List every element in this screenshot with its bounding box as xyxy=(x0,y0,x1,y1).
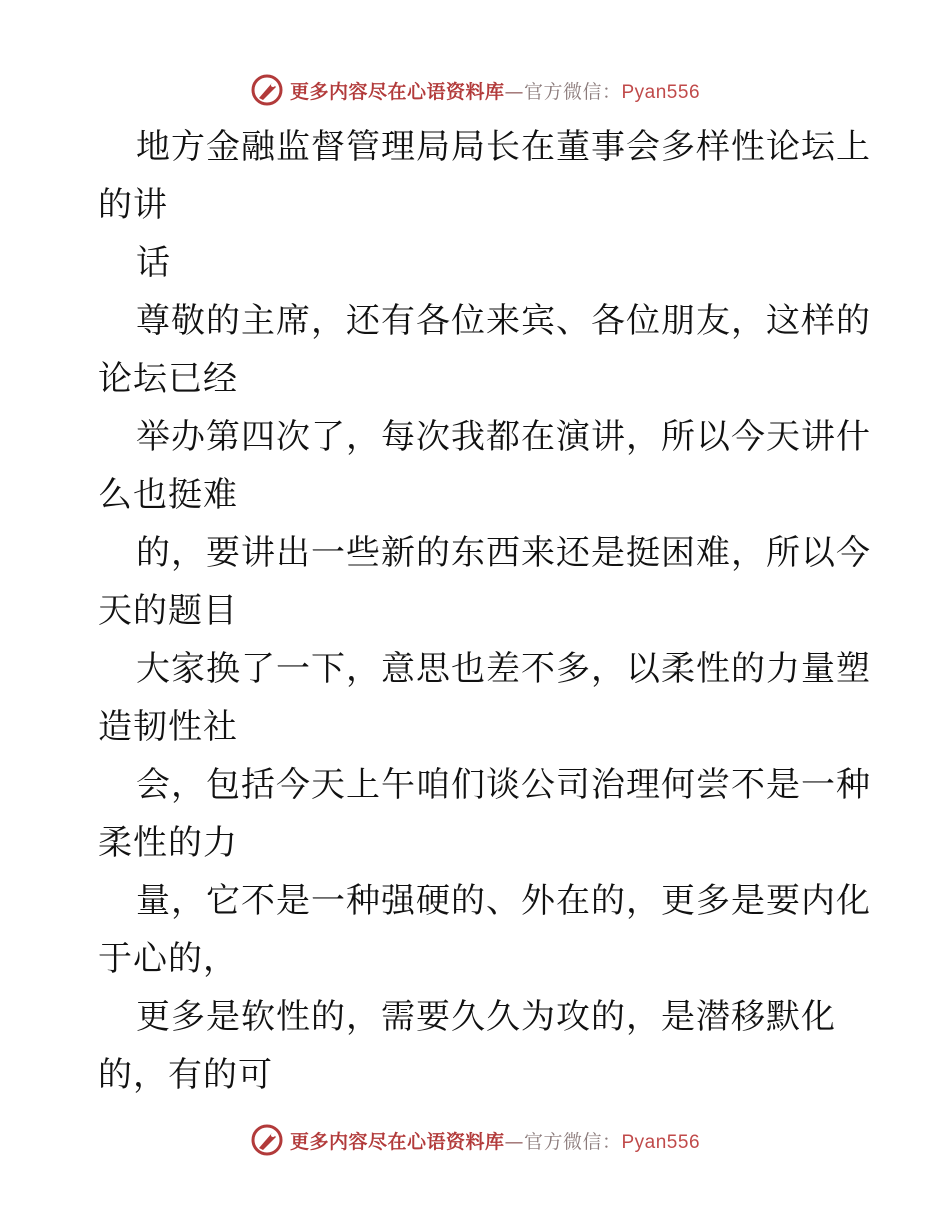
text-line: 大家换了一下，意思也差不多，以柔性的力量塑 xyxy=(136,649,871,689)
header-watermark xyxy=(0,70,950,110)
text-line: 量，它不是一种强硬的、外在的，更多是要内化 xyxy=(136,881,871,921)
watermark-dash: — xyxy=(504,80,524,103)
watermark-wechat-id: Pyan556 xyxy=(621,1131,701,1153)
watermark-main: 更多内容尽在心语资料库 xyxy=(289,1130,505,1153)
text-line: 论坛已经 xyxy=(98,359,238,399)
text-line: 更多是软性的，需要久久为攻的，是潜移默化 xyxy=(136,997,836,1037)
text-line: 造韧性社 xyxy=(98,707,238,747)
text-line: 话 xyxy=(136,243,171,283)
text-line: 会，包括今天上午咱们谈公司治理何尝不是一种 xyxy=(136,765,871,805)
watermark-wechat-label: 官方微信： xyxy=(523,1130,622,1153)
watermark-wechat-label: 官方微信： xyxy=(523,80,622,103)
watermark-text xyxy=(290,77,700,104)
text-line: 么也挺难 xyxy=(98,475,238,515)
red-pen-nib-logo-icon xyxy=(250,73,284,107)
text-line: 的，要讲出一些新的东西来还是挺困难，所以今 xyxy=(136,533,871,573)
text-line: 天的题目 xyxy=(98,591,238,631)
watermark-wechat-id: Pyan556 xyxy=(621,81,701,103)
red-pen-nib-logo-icon xyxy=(250,1123,284,1157)
text-line: 的，有的可 xyxy=(98,1055,273,1095)
text-line: 尊敬的主席，还有各位来宾、各位朋友，这样的 xyxy=(136,301,871,341)
text-line: 柔性的力 xyxy=(98,823,238,863)
text-line: 地方金融监督管理局局长在董事会多样性论坛上 xyxy=(136,127,871,167)
footer-watermark xyxy=(0,1120,950,1160)
document-body xyxy=(98,118,871,1104)
watermark-main: 更多内容尽在心语资料库 xyxy=(289,80,505,103)
text-line: 于心的， xyxy=(98,939,238,979)
watermark-text xyxy=(290,1127,700,1154)
text-line: 举办第四次了，每次我都在演讲，所以今天讲什 xyxy=(136,417,871,457)
watermark-dash: — xyxy=(504,1130,524,1153)
text-line: 的讲 xyxy=(98,185,168,225)
